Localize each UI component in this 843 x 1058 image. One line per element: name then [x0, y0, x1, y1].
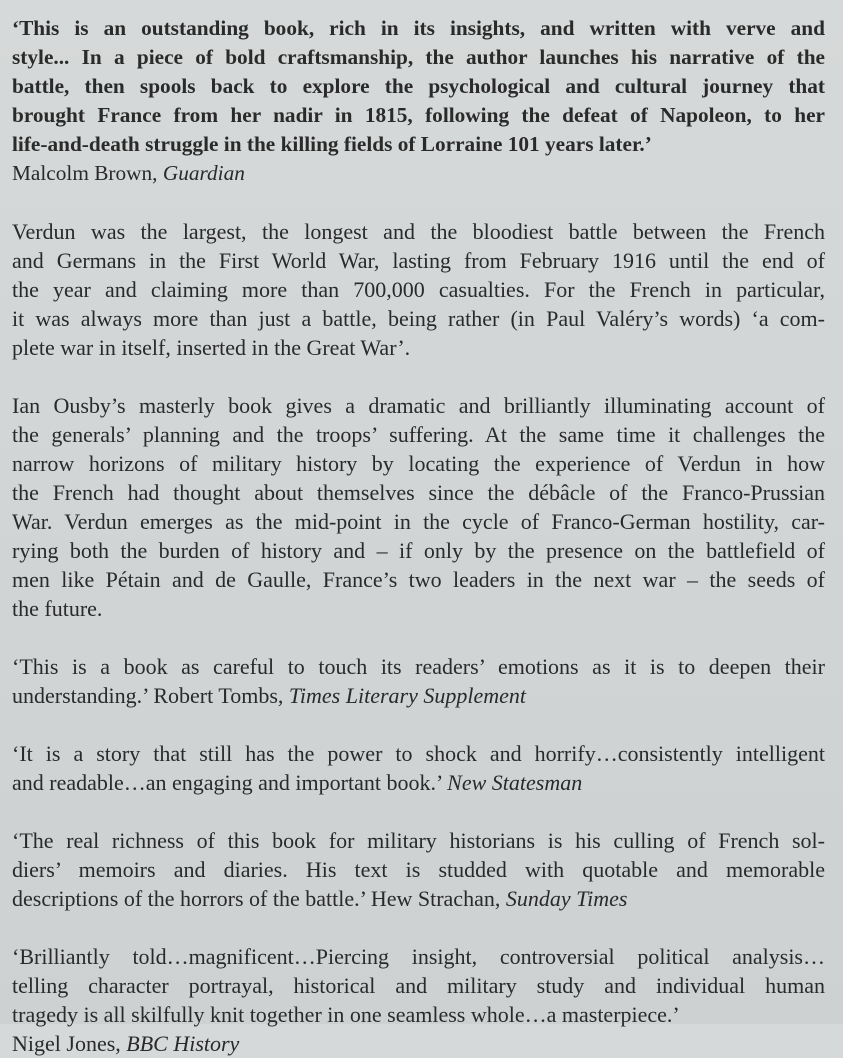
attribution-source: Sunday Times	[505, 886, 628, 911]
paragraph-line: War. Verdun emerges as the mid-point in the cycle of Franco-German hostility, car-	[12, 509, 825, 534]
attribution-source: Times Literary Supplement	[288, 683, 526, 708]
paragraph-line: the year and claiming more than 700,000 casualties. For the French in particular,	[12, 277, 825, 302]
quote-line: telling character portrayal, historical and military study and individual human	[12, 973, 825, 998]
quote-text: understanding.’ Robert Tombs,	[12, 683, 289, 708]
quote-line: ‘Brilliantly told…magnificent…Piercing insight, controversial political analysis…	[12, 944, 825, 969]
quote-line: tragedy is all skilfully knit together in one seamless whole…a masterpiece.’	[12, 1002, 680, 1027]
paragraph-line: Ian Ousby’s masterly book gives a dramatic and brilliantly illuminating account of	[12, 393, 825, 418]
guardian-review-quote	[12, 14, 825, 188]
paragraph-line: the French had thought about themselves since the débâcle of the Franco-Prussian	[12, 480, 825, 505]
summary-paragraph-verdun	[12, 217, 825, 362]
bbc-history-review-quote	[12, 942, 825, 1058]
quote-text: and readable…an engaging and important book.’	[12, 770, 448, 795]
quote-line: ‘This is an outstanding book, rich in its insights, and written with verve and	[12, 16, 825, 40]
attribution-author: Nigel Jones,	[12, 1031, 127, 1056]
attribution-author: Malcolm Brown,	[12, 161, 163, 185]
quote-line: brought France from her nadir in 1815, following the defeat of Napoleon, to her	[12, 103, 825, 127]
quote-line	[12, 681, 825, 710]
quote-attribution	[12, 1029, 825, 1058]
quote-line: battle, then spools back to explore the psychological and cultural journey that	[12, 74, 825, 98]
quote-line: ‘This is a book as careful to touch its readers’ emotions as it is to deepen their	[12, 654, 825, 679]
paragraph-line: the future.	[12, 596, 103, 621]
paragraph-line: and Germans in the First World War, lasting from February 1916 until the end of	[12, 248, 825, 273]
quote-line	[12, 884, 825, 913]
quote-line: ‘The real richness of this book for military historians is his culling of French sol-	[12, 828, 825, 853]
attribution-source: New Statesman	[447, 770, 583, 795]
quote-line	[12, 768, 825, 797]
attribution-source: BBC History	[126, 1031, 240, 1056]
paragraph-line: it was always more than just a battle, being rather (in Paul Valéry’s words) ‘a com-	[12, 306, 825, 331]
paragraph-line: men like Pétain and de Gaulle, France’s two leaders in the next war – the seeds of	[12, 567, 825, 592]
new-statesman-review-quote	[12, 739, 825, 797]
sunday-times-review-quote	[12, 826, 825, 913]
summary-paragraph-book	[12, 391, 825, 623]
attribution-source: Guardian	[162, 161, 245, 185]
paragraph-line: Verdun was the largest, the longest and the bloodiest battle between the French	[12, 219, 825, 244]
paragraph-line: rying both the burden of history and – if only by the presence on the battlefield of	[12, 538, 825, 563]
paragraph-line: narrow horizons of military history by locating the experience of Verdun in how	[12, 451, 825, 476]
quote-line: diers’ memoirs and diaries. His text is studded with quotable and memorable	[12, 857, 825, 882]
paragraph-line: the generals’ planning and the troops’ suffering. At the same time it challenges the	[12, 422, 825, 447]
paragraph-line: plete war in itself, inserted in the Great War’.	[12, 335, 411, 360]
quote-line: ‘It is a story that still has the power to shock and horrify…consistently intelligent	[12, 741, 825, 766]
quote-text: descriptions of the horrors of the battle.’ Hew Strachan,	[12, 886, 506, 911]
quote-line: style... In a piece of bold craftsmanship, the author launches his narrative of the	[12, 45, 825, 69]
tls-review-quote	[12, 652, 825, 710]
quote-line: life-and-death struggle in the killing fields of Lorraine 101 years later.’	[12, 132, 652, 156]
quote-attribution	[12, 159, 825, 188]
